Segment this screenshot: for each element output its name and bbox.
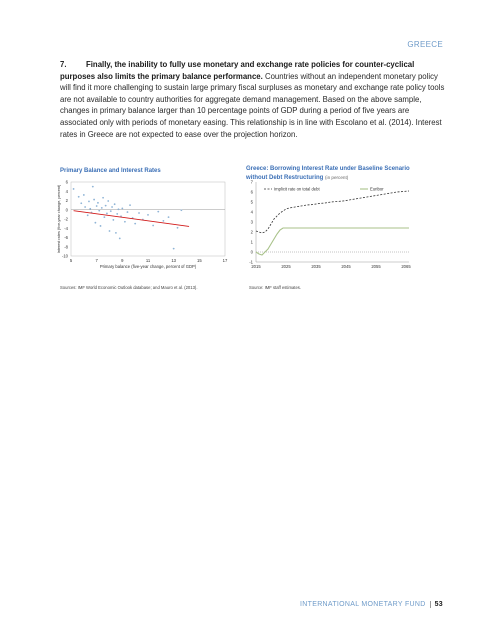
scatter-point [168,216,170,218]
left-ytick-label: 4 [65,188,68,194]
right-xtick-label: 2055 [371,264,381,269]
paragraph-number: 7. [60,60,67,69]
right-ytick-label: 4 [250,209,253,215]
scatter-point [147,214,149,216]
scatter-point [98,210,100,212]
left-ytick-label: -4 [64,225,68,231]
scatter-point [89,208,91,210]
scatter-point [102,197,104,199]
left-xtick-label: 9 [121,258,124,263]
right-ytick-label: 3 [250,219,253,225]
left-ytick-label: 2 [65,198,68,203]
scatter-point [101,207,103,209]
right-xtick-label: 2065 [401,264,411,269]
scatter-point [88,201,90,203]
scatter-point [177,227,179,229]
scatter-point [121,207,123,209]
right-line-chart [244,180,414,290]
left-xtick-label: 15 [196,258,202,263]
right-chart-unit: (in percent) [325,174,349,180]
scatter-point [84,206,86,208]
right-xtick-label: 2015 [251,264,261,269]
right-ytick-label: 6 [250,189,253,195]
right-ytick-label: 2 [250,229,253,235]
right-chart-title-line2: without Debt Restructuring [246,174,324,181]
left-ytick-label: -6 [64,235,68,240]
scatter-point [83,194,85,196]
scatter-point [109,230,111,232]
left-xtick-label: 17 [222,258,228,263]
paragraph-7 [60,59,445,140]
scatter-point [73,188,75,190]
scatter-point [105,205,107,207]
right-chart-title-line1: Greece: Borrowing Interest Rate under Baseline Scenario [246,166,410,172]
left-ytick-label: -8 [64,244,68,250]
scatter-point [118,208,120,210]
left-xtick-label: 13 [171,258,177,263]
series-implicit-rate-line [256,191,409,233]
scatter-point [114,203,116,205]
right-xtick-label: 2035 [311,264,321,269]
trend-line [74,211,190,227]
left-plot-frame [71,182,225,256]
right-ytick-label: 1 [250,239,253,245]
right-ytick-label: 5 [250,199,253,205]
footer-org: INTERNATIONAL MONETARY FUND [300,601,426,608]
scatter-point [97,202,99,204]
right-ytick-label: 7 [250,179,253,185]
scatter-point [87,214,89,216]
scatter-point [152,225,154,227]
left-xtick-label: 7 [95,258,98,263]
scatter-point [112,219,114,221]
scatter-point [110,210,112,212]
scatter-point [80,202,82,204]
left-yaxis-label: Interest rates (five-year change, percent) [57,184,61,254]
scatter-point [115,232,117,234]
scatter-point [134,223,136,225]
left-chart-title: Primary Balance and Interest Rates [60,168,161,174]
scatter-point [157,211,159,213]
scatter-point [96,205,98,207]
legend-label-euribor: Euribor [370,186,384,192]
scatter-point [163,220,165,222]
scatter-point [100,225,102,227]
right-ytick-label: 0 [250,249,253,255]
scatter-point [78,196,80,198]
scatter-point [180,209,182,211]
paragraph-lead: Finally, the inability to fully use monetary and exchange rate policies for counter-cyclical purposes also limits the primary balance performance. [60,60,415,81]
scatter-point [94,222,96,224]
scatter-point [129,204,131,206]
left-chart-source: Sources: IMF World Economic Outlook database; and Mauro et al. (2013). [60,285,198,290]
page-number: 53 [430,601,443,608]
scatter-point [103,216,105,218]
left-xtick-label: 11 [145,258,151,263]
scatter-point [107,200,109,202]
right-ytick-label: -1 [249,259,253,265]
left-ytick-label: -10 [61,253,68,259]
legend-label-implicit-rate: Implicit rate on total debt [274,186,320,192]
scatter-point [127,211,129,213]
section-header: GREECE [407,40,443,49]
left-xaxis-label: Primary balance (five-year change, percent of GDP) [99,264,197,269]
scatter-point [106,213,108,215]
series-euribor-line [256,228,409,255]
scatter-point [138,212,140,214]
scatter-point [119,238,121,240]
page-footer [300,601,443,608]
scatter-point [111,206,113,208]
right-xtick-label: 2045 [341,264,351,269]
scatter-point [92,186,94,188]
right-chart-source: Source: IMF staff estimates. [249,285,302,290]
left-ytick-label: -2 [64,216,68,222]
scatter-point [173,248,175,250]
right-xtick-label: 2025 [281,264,291,269]
left-ytick-label: 0 [65,207,68,213]
paragraph-body: Countries without an independent monetary policy will find it more challenging to sustain large primary fiscal surpluses as monetary and exchange rate policy tools are not available to country authorities for aggregate demand management. Based on the above sample, changes in primary balance larger than 10 percentage points of GDP during a period of five years are associated only with periods of monetary easing. This relationship is in line with Escolano et al. (2014). Interest rates in Greece are not expected to ease over the projection horizon. [60,71,445,139]
left-scatter-chart [55,176,240,286]
left-ytick-label: 6 [65,179,68,185]
scatter-point [116,213,118,215]
scatter-point [93,199,95,201]
scatter-point [124,221,126,223]
left-xtick-label: 5 [69,258,73,263]
